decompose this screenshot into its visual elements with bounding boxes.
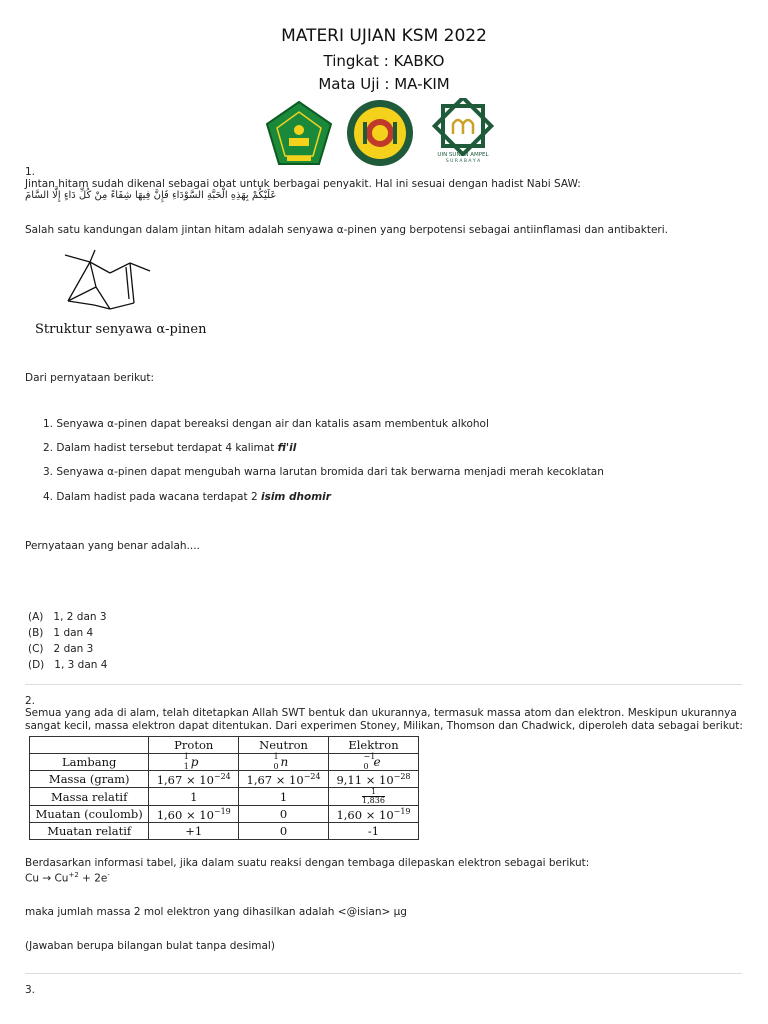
- symbol-electron: −1 0 e: [329, 754, 419, 771]
- col-header: Proton: [149, 737, 239, 754]
- table-cell: $\frac{1}{1,836}$: [329, 788, 419, 806]
- q1-lead: Dari pernyataan berikut:: [25, 372, 155, 384]
- subject-line: Mata Uji : MA-KIM: [318, 75, 450, 93]
- row-label: Massa (gram): [30, 771, 149, 788]
- table-cell: $1,60 \times 10^{-19}$: [149, 806, 239, 823]
- row-label: Muatan (coulomb): [30, 806, 149, 823]
- q1-item-3: 3. Senyawa α-pinen dapat mengubah warna larutan bromida dari tak berwarna menjadi merah kecoklatan: [43, 466, 604, 478]
- table-cell: $1,67 \times 10^{-24}$: [239, 771, 329, 788]
- col-header: Neutron: [239, 737, 329, 754]
- row-label: Lambang: [30, 754, 149, 771]
- q1-question: Pernyataan yang benar adalah....: [25, 540, 200, 552]
- q2-number: 2.: [25, 695, 36, 707]
- col-header: Elektron: [329, 737, 419, 754]
- separator: [25, 973, 742, 974]
- q1-number: 1.: [25, 166, 36, 178]
- ksm-logo: [345, 98, 415, 168]
- uinsa-logo: [428, 98, 498, 156]
- table-cell: $9,11 \times 10^{-28}$: [329, 771, 419, 788]
- uinsa-logo-city: S U R A B A Y A: [445, 159, 481, 164]
- option-c[interactable]: (C) 2 dan 3: [28, 643, 94, 655]
- table-cell: $1,60 \times 10^{-19}$: [329, 806, 419, 823]
- row-label: Massa relatif: [30, 788, 149, 806]
- q1-intro: Jintan hitam sudah dikenal sebagai obat untuk berbagai penyakit. Hal ini sesuai dengan hadist Nabi SAW:: [25, 178, 581, 190]
- row-label: Muatan relatif: [30, 823, 149, 840]
- q1-item-1: 1. Senyawa α-pinen dapat bereaksi dengan air dan katalis asam membentuk alkohol: [43, 418, 489, 430]
- alpha-pinene-structure: [50, 245, 160, 315]
- q2-info: Berdasarkan informasi tabel, jika dalam suatu reaksi dengan tembaga dilepaskan elektron sebagai berikut:: [25, 857, 590, 869]
- table-cell: 1: [239, 788, 329, 806]
- kemenag-logo: [263, 100, 335, 168]
- q2-reaction: $Cu \to Cu^{+2} + 2e^-$: [25, 871, 110, 885]
- q2-note: (Jawaban berupa bilangan bulat tanpa desimal): [25, 940, 275, 952]
- option-a[interactable]: (A) 1, 2 dan 3: [28, 611, 107, 623]
- table-cell: 0: [239, 806, 329, 823]
- q1-hadith-arabic: عَلَيْكُمْ بِهَذِهِ الْحَبَّةِ السَّوْدَاءِ فَإِنَّ فِيهَا شِفَاءً مِنْ كُلِّ دَاءٍ إِلَّا السَّامَ: [25, 190, 277, 201]
- table-corner: [30, 737, 149, 754]
- table-cell: 0: [239, 823, 329, 840]
- table-cell: -1: [329, 823, 419, 840]
- q2-ask: maka jumlah massa 2 mol elektron yang dihasilkan adalah <@isian> μg: [25, 906, 407, 918]
- q1-item-2: 2. Dalam hadist tersebut terdapat 4 kalimat fi'il: [43, 442, 297, 454]
- separator: [25, 684, 742, 685]
- uinsa-logo-name: UIN SUNAN AMPEL: [437, 152, 489, 158]
- table-cell: +1: [149, 823, 239, 840]
- structure-caption: Struktur senyawa α-pinen: [35, 322, 207, 337]
- table-cell: 1: [149, 788, 239, 806]
- q2-intro: Semua yang ada di alam, telah ditetapkan Allah SWT bentuk dan ukurannya, termasuk massa atom dan elektron. Meskipun ukurannya sangat kecil, massa elektron dapat ditentukan. Dari experimen Stoney, Milikan, Thomson dan Chadwick, diperoleh data sebagai berikut:: [25, 707, 743, 732]
- q1-item-4: 4. Dalam hadist pada wacana terdapat 2 isim dhomir: [43, 491, 331, 503]
- level-line: Tingkat : KABKO: [323, 52, 445, 70]
- q1-statement: Salah satu kandungan dalam jintan hitam adalah senyawa α-pinen yang berpotensi sebagai antiinflamasi dan antibakteri.: [25, 224, 668, 236]
- option-b[interactable]: (B) 1 dan 4: [28, 627, 94, 639]
- table-cell: $1,67 \times 10^{-24}$: [149, 771, 239, 788]
- exam-title: MATERI UJIAN KSM 2022: [281, 26, 487, 46]
- symbol-neutron: 1 0 n: [239, 754, 329, 771]
- option-d[interactable]: (D) 1, 3 dan 4: [28, 659, 108, 671]
- symbol-proton: 1 1 p: [149, 754, 239, 771]
- particle-table: [29, 736, 419, 840]
- q3-number: 3.: [25, 984, 36, 996]
